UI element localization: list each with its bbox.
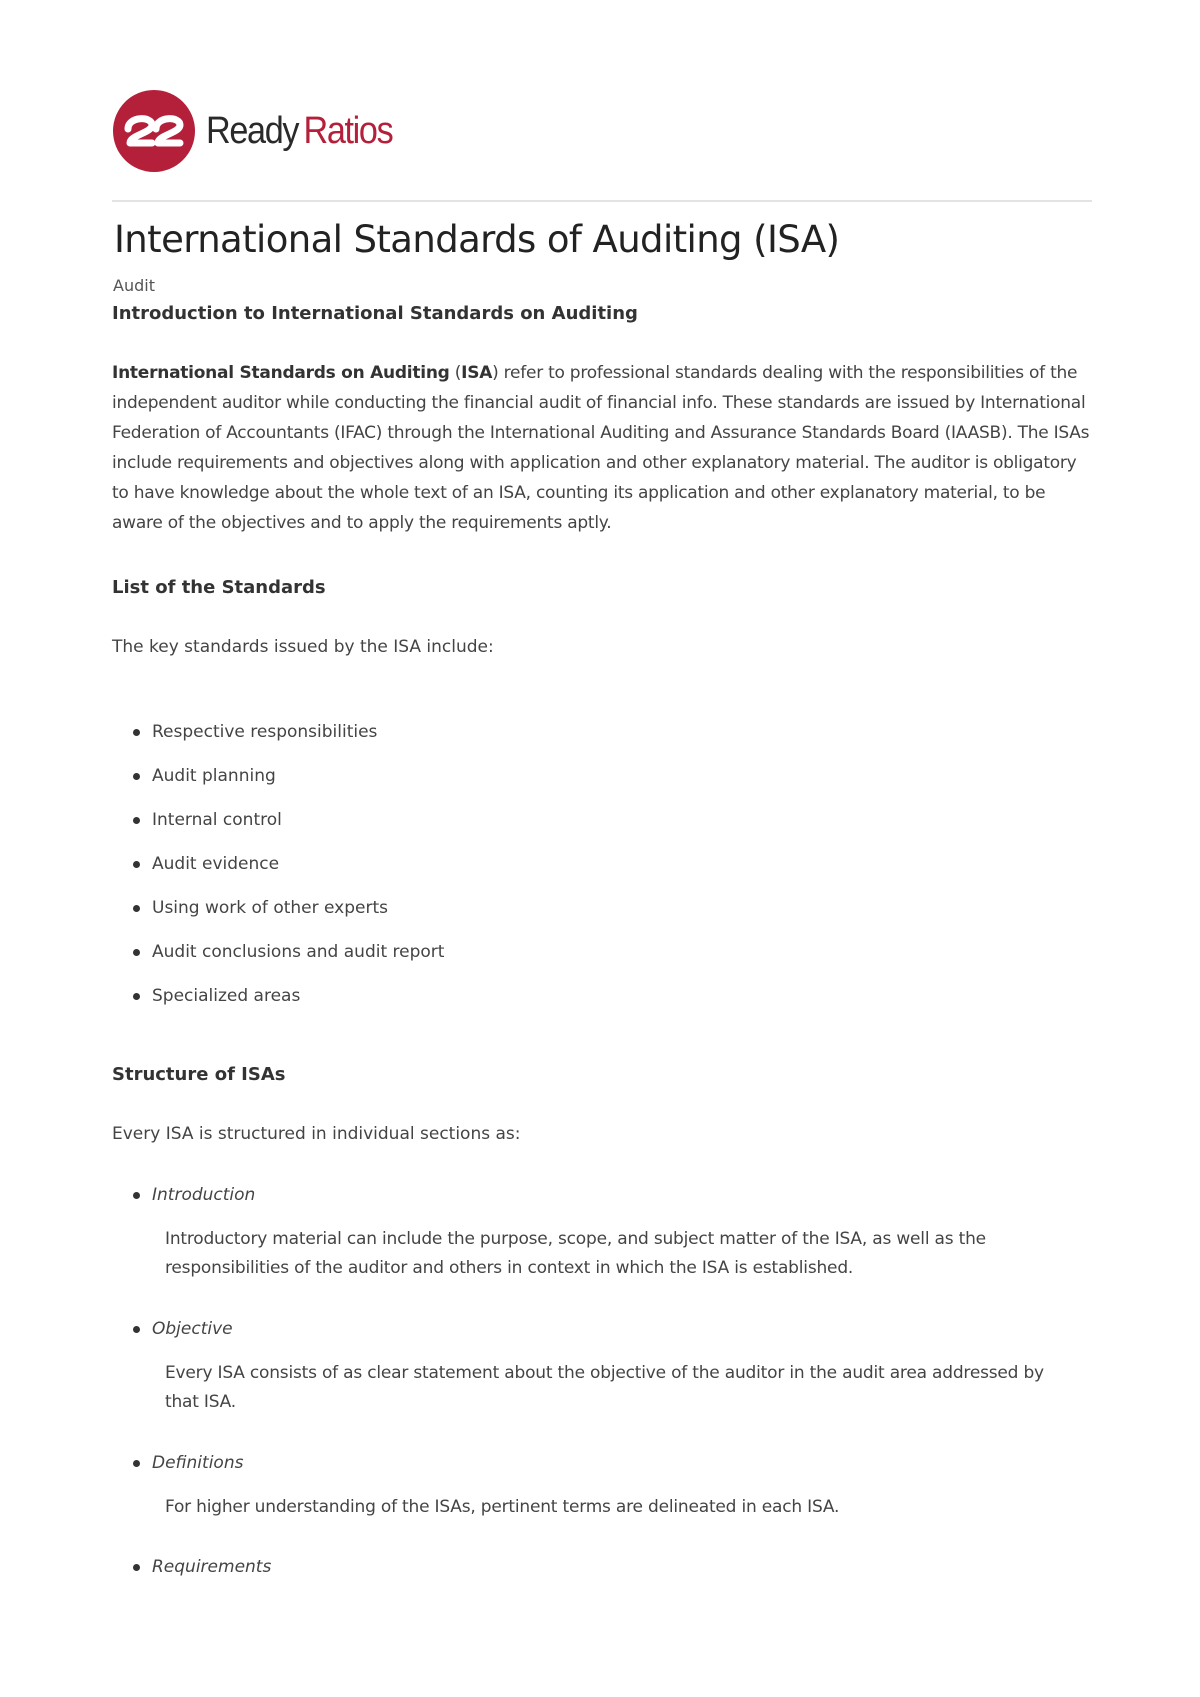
intro-abbrev: ISA [461,363,493,383]
intro-paragraph [112,358,1097,538]
section-description: For higher understanding of the ISAs, pertinent terms are delineated in each ISA. [165,1497,840,1517]
logo-word-ratios: Ratios [303,109,393,152]
bullet-icon [133,905,140,912]
section-title-text: Definitions [152,1453,244,1473]
list-item-label: Audit evidence [152,854,280,874]
list-item [112,896,444,940]
list-item-label: Using work of other experts [152,898,388,918]
list-intro: The key standards issued by the ISA include: [112,637,494,657]
bullet-icon [133,773,140,780]
structure-intro: Every ISA is structured in individual sections as: [112,1124,521,1144]
list-item [112,940,444,984]
list-item-label: Audit planning [152,766,276,786]
list-item [112,984,444,1028]
structure-section-objective [112,1317,1097,1417]
section-title [112,1555,1097,1579]
section-description: Every ISA consists of as clear statement about the objective of the auditor in the audit area addressed by that ISA. [165,1363,1044,1412]
section-title-text: Requirements [152,1557,272,1577]
key-standards-list [112,720,444,1028]
readyratios-logo-icon [112,89,196,173]
section-description: Introductory material can include the purpose, scope, and subject matter of the ISA, as well as the responsibilities of the auditor and others in context in which the ISA is established. [165,1229,986,1278]
bullet-icon [133,817,140,824]
bullet-icon [133,1192,140,1199]
readyratios-logo[interactable] [112,88,413,174]
list-item [112,808,444,852]
section-title [112,1183,1097,1207]
list-item-label: Audit conclusions and audit report [152,942,445,962]
section-title [112,1317,1097,1341]
section-title [112,1451,1097,1475]
section-title-text: Introduction [152,1185,256,1205]
bullet-icon [133,861,140,868]
bullet-icon [133,993,140,1000]
list-item [112,852,444,896]
list-item [112,720,444,764]
logo-word-ready: Ready [206,109,299,152]
intro-abbrev-open: ( [449,363,462,383]
list-item-label: Internal control [152,810,282,830]
logo-wordmark [206,110,392,153]
list-item-label: Specialized areas [152,986,301,1006]
bullet-icon [133,1564,140,1571]
list-item-label: Respective responsibilities [152,722,378,742]
structure-section-definitions [112,1451,1097,1522]
structure-heading: Structure of ISAs [112,1064,286,1085]
bullet-icon [133,1326,140,1333]
bullet-icon [133,729,140,736]
structure-section-introduction [112,1183,1097,1283]
bullet-icon [133,949,140,956]
intro-heading: Introduction to International Standards on Auditing [112,303,638,324]
structure-section-requirements [112,1555,1097,1579]
header-divider [112,200,1092,202]
page-title: International Standards of Auditing (ISA) [114,218,840,261]
section-title-text: Objective [152,1319,233,1339]
bullet-icon [133,1460,140,1467]
list-item [112,764,444,808]
list-heading: List of the Standards [112,577,326,598]
category-label: Audit [113,276,155,295]
intro-lead: International Standards on Auditing [112,363,450,383]
intro-body: ) refer to professional standards dealing with the responsibilities of the independent auditor while conducting the financial audit of financial info. These standards are issued by International Federation of Accountants (IFAC) through the International Auditing and Assurance Standards Board (IAASB). The ISAs include requirements and objectives along with application and other explanatory material. The auditor is obligatory to have knowledge about the whole text of an ISA, counting its application and other explanatory material, to be aware of the objectives and to apply the requirements aptly. [112,363,1090,533]
